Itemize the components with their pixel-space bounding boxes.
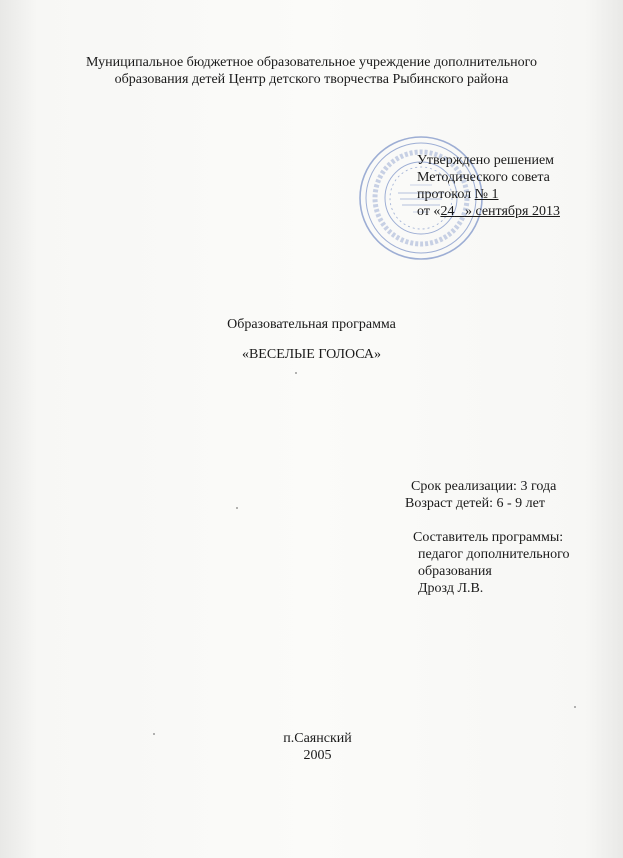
compiler-heading: Составитель программы: bbox=[413, 530, 564, 545]
date-day: 24 bbox=[440, 204, 455, 219]
protocol-number: № 1 bbox=[474, 187, 499, 202]
approval-line-1: Утверждено решением bbox=[417, 153, 555, 168]
institution-header bbox=[0, 54, 623, 88]
implementation-term: Срок реализации: 3 года bbox=[411, 479, 557, 494]
program-name: «ВЕСЕЛЫЕ ГОЛОСА» bbox=[241, 347, 382, 362]
scan-speck bbox=[236, 507, 238, 509]
scan-speck bbox=[295, 372, 297, 374]
year: 2005 bbox=[303, 748, 332, 763]
compiler-name: Дрозд Л.В. bbox=[418, 581, 484, 596]
protocol-prefix: протокол bbox=[417, 187, 475, 202]
protocol-line bbox=[417, 186, 607, 203]
children-age: Возраст детей: 6 - 9 лет bbox=[405, 496, 545, 511]
compiler-block bbox=[413, 529, 613, 597]
approval-block bbox=[417, 152, 607, 220]
date-prefix: от « bbox=[417, 204, 441, 219]
approval-line-2: Методического совета bbox=[417, 170, 550, 185]
program-title bbox=[0, 316, 623, 363]
place-name: п.Саянский bbox=[283, 731, 352, 746]
program-meta bbox=[405, 478, 615, 512]
scan-speck bbox=[153, 733, 155, 735]
institution-line-2: образования детей Центр детского творчества Рыбинского района bbox=[114, 72, 509, 87]
institution-line-1: Муниципальное бюджетное образовательное учреждение дополнительного bbox=[86, 55, 537, 70]
compiler-position-1: педагог дополнительного bbox=[418, 547, 570, 562]
scan-speck bbox=[574, 706, 576, 708]
date-suffix: » сентября 2013 bbox=[464, 204, 560, 219]
place-and-year bbox=[0, 730, 623, 764]
program-label: Образовательная программа bbox=[227, 317, 396, 332]
compiler-position-2: образования bbox=[418, 564, 492, 579]
approval-date-line bbox=[417, 203, 607, 220]
